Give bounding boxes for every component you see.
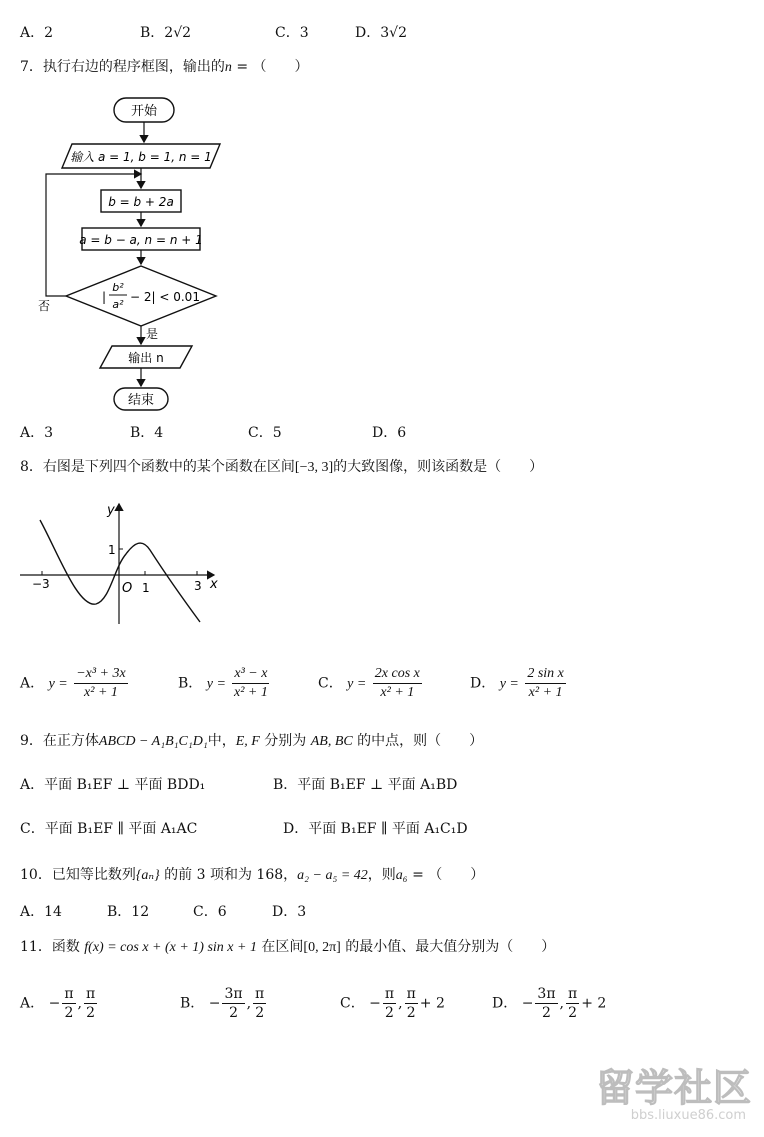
flowchart-end-label: 结束	[127, 393, 155, 408]
q7-stem	[20, 56, 309, 76]
question-number: 9．	[20, 733, 43, 749]
question-text-post: ，则	[367, 867, 396, 883]
fraction-numerator: π	[384, 986, 395, 1002]
question-tail: 的中点，则（ ）	[357, 733, 484, 749]
option-value: 14	[44, 904, 62, 920]
option-letter: B．	[273, 777, 298, 793]
question-text: 右图是下列四个函数中的某个函数在区间	[42, 459, 295, 475]
q11-option-b: B． − $\frac{3\pi}{2}$ , $\frac{\pi}{2}$	[180, 986, 265, 1021]
flowchart-cond-numerator: b²	[112, 281, 124, 294]
watermark	[596, 1068, 752, 1123]
option-fraction-max	[84, 986, 97, 1021]
question-condition: a₂ − a₅ = 42	[297, 868, 368, 883]
option-value: 3	[299, 25, 309, 41]
option-value: 3	[44, 425, 54, 441]
option-letter: D．	[283, 821, 309, 837]
option-letter: C．	[318, 675, 343, 692]
minus-sign: −	[521, 995, 534, 1012]
flowchart-no-label: 否	[38, 299, 51, 313]
option-extra: + 2	[581, 995, 607, 1012]
option-letter: A．	[20, 25, 45, 41]
watermark-logo: 留学社区	[596, 1066, 753, 1110]
option-fraction	[74, 666, 128, 701]
option-fraction-min	[383, 986, 396, 1021]
option-letter: B．	[180, 995, 205, 1012]
q11-option-a: A． − $\frac{\pi}{2}$ , $\frac{\pi}{2}$	[20, 986, 96, 1021]
option-fraction	[525, 666, 566, 701]
q10-option-b	[107, 901, 149, 921]
question-tail: = （ ）	[407, 867, 485, 883]
option-letter: B．	[178, 675, 203, 692]
q11-option-d: D． − $\frac{3\pi}{2}$ , $\frac{\pi}{2}$ + 2	[492, 986, 607, 1021]
question-edges: AB, BC	[310, 734, 353, 749]
q8-option-c	[318, 666, 424, 701]
fraction-numerator: π	[85, 986, 96, 1002]
option-letter: A．	[20, 904, 45, 920]
question-number: 8．	[20, 459, 43, 475]
question-number: 7．	[20, 59, 43, 75]
minus-sign: −	[48, 995, 61, 1012]
fraction-denominator: 2	[86, 1005, 96, 1021]
question-text: 已知等比数列	[51, 867, 136, 883]
flowchart-start-label: 开始	[130, 104, 158, 119]
fraction-numerator: 2x cos x	[373, 666, 422, 684]
q9-option-b	[273, 774, 457, 794]
question-text-mid: 在区间	[261, 939, 304, 955]
question-number: 10．	[20, 867, 52, 883]
x-axis-label: x	[210, 577, 218, 592]
q10-stem	[20, 864, 484, 884]
option-value: 6	[397, 425, 407, 441]
fraction-denominator: x² + 1	[233, 685, 268, 700]
question-number: 11．	[20, 939, 52, 955]
fraction-denominator: 2	[255, 1005, 265, 1021]
option-letter: A．	[20, 675, 45, 692]
q6-option-b	[140, 22, 191, 42]
function-curve	[40, 520, 200, 622]
tick-y1: 1	[108, 543, 116, 557]
question-text: 在正方体	[42, 733, 99, 749]
option-letter: C．	[248, 425, 273, 441]
option-value: 2	[44, 25, 54, 41]
fraction-denominator: 2	[542, 1005, 551, 1021]
option-lhs: y =	[499, 676, 519, 692]
question-tail: = （ ）	[231, 59, 309, 75]
watermark-url: bbs.liuxue86.com	[630, 1108, 747, 1123]
option-letter: B．	[130, 425, 155, 441]
question-text-post: 分别为	[264, 733, 307, 749]
q7-option-c	[248, 422, 282, 442]
fraction-denominator: 2	[406, 1005, 416, 1021]
q7-flowchart	[30, 90, 250, 415]
option-letter: D．	[272, 904, 298, 920]
option-value: 12	[131, 904, 150, 920]
option-value: 6	[217, 904, 227, 920]
option-value: 3	[297, 904, 307, 920]
flowchart-input-label: 输入 a = 1, b = 1, n = 1	[70, 150, 212, 164]
option-value: 3√2	[380, 25, 407, 41]
question-sequence: {aₙ}	[135, 868, 160, 883]
flowchart-step-b-label: b = b + 2a	[108, 195, 174, 209]
q11-option-c: C． − $\frac{\pi}{2}$ , $\frac{\pi}{2}$ + 2	[340, 986, 445, 1021]
question-tail: 的最小值、最大值分别为（ ）	[345, 939, 556, 955]
option-text: 平面 B₁EF ⊥ 平面 BDD₁	[44, 777, 206, 793]
q7-option-a	[20, 422, 53, 442]
option-letter: D．	[355, 25, 381, 41]
q8-option-b	[178, 666, 271, 701]
option-letter: A．	[20, 995, 45, 1012]
fraction-numerator: π	[567, 986, 578, 1002]
question-text-mid: 的前 3 项和为 168，	[164, 867, 298, 883]
fraction-denominator: x² + 1	[380, 685, 415, 700]
option-fraction-min	[62, 986, 75, 1021]
q6-option-c	[275, 22, 309, 42]
option-text: 平面 B₁EF ∥ 平面 A₁AC	[44, 821, 198, 837]
flowchart-cond-rest: − 2| < 0.01	[130, 290, 200, 304]
option-letter: B．	[140, 25, 165, 41]
q10-option-c	[193, 901, 227, 921]
origin-label: O	[122, 581, 133, 596]
option-fraction	[232, 666, 269, 701]
q9-stem	[20, 730, 483, 750]
q7-option-d	[372, 422, 406, 442]
q8-graph	[18, 498, 228, 628]
option-letter: D．	[470, 675, 496, 692]
option-fraction-max	[566, 986, 579, 1021]
question-points: E, F	[235, 734, 260, 749]
q6-option-a	[20, 22, 53, 42]
option-fraction-max	[405, 986, 418, 1021]
tick-3: 3	[194, 579, 202, 593]
question-text-mid: 中，	[207, 733, 236, 749]
q6-option-d	[355, 22, 407, 42]
option-fraction-min	[222, 986, 244, 1021]
option-letter: C．	[340, 995, 365, 1012]
fraction-numerator: −x³ + 3x	[74, 666, 128, 684]
tick-neg3: −3	[32, 577, 50, 591]
option-letter: C．	[275, 25, 300, 41]
fraction-denominator: 2	[64, 1005, 74, 1021]
fraction-denominator: x² + 1	[528, 685, 563, 700]
option-value: 2√2	[164, 25, 192, 41]
q8-option-a	[20, 666, 130, 701]
fraction-numerator: 3π	[224, 986, 243, 1002]
option-letter: C．	[193, 904, 218, 920]
option-letter: A．	[20, 425, 45, 441]
fraction-numerator: 2 sin x	[525, 666, 566, 684]
q7-option-b	[130, 422, 163, 442]
option-value: 4	[154, 425, 164, 441]
option-value: 5	[272, 425, 282, 441]
fraction-denominator: x² + 1	[84, 685, 118, 700]
question-interval: [0, 2π]	[303, 940, 341, 955]
question-tail: 的大致图像，则该函数是（ ）	[333, 459, 544, 475]
question-interval: [−3, 3]	[294, 460, 334, 475]
option-fraction-min	[535, 986, 557, 1021]
option-lhs: y =	[206, 676, 226, 692]
option-fraction	[373, 666, 422, 701]
flowchart-yes-label: 是	[146, 327, 159, 341]
q9-option-a	[20, 774, 205, 794]
option-extra: + 2	[419, 995, 445, 1012]
option-letter: A．	[20, 777, 45, 793]
flowchart-cond-denominator: a²	[112, 298, 124, 311]
tick-1: 1	[142, 581, 150, 595]
option-letter: B．	[107, 904, 132, 920]
question-solid: ABCD − A₁B₁C₁D₁	[98, 734, 208, 749]
question-function: f(x) = cos x + (x + 1) sin x + 1	[84, 940, 257, 955]
y-axis-label: y	[107, 503, 115, 518]
question-text: 执行右边的程序框图，输出的	[42, 59, 225, 75]
flowchart-output-label: 输出 n	[128, 351, 164, 365]
fraction-numerator: π	[255, 986, 265, 1002]
q8-option-d	[470, 666, 568, 701]
flowchart-cond-bar: |	[102, 290, 107, 304]
q8-stem	[20, 456, 543, 476]
option-lhs: y =	[347, 676, 367, 692]
fraction-numerator: π	[64, 986, 74, 1002]
option-text: 平面 B₁EF ⊥ 平面 A₁BD	[297, 777, 458, 793]
minus-sign: −	[369, 995, 381, 1012]
fraction-numerator: x³ − x	[232, 666, 269, 684]
q10-option-d	[272, 901, 306, 921]
question-target: a₆	[395, 868, 408, 883]
question-text: 函数	[51, 939, 80, 955]
option-lhs: y =	[48, 676, 68, 692]
option-text: 平面 B₁EF ∥ 平面 A₁C₁D	[308, 821, 468, 837]
fraction-denominator: 2	[385, 1005, 394, 1021]
fraction-numerator: π	[406, 986, 416, 1002]
option-letter: C．	[20, 821, 45, 837]
q11-stem	[20, 936, 555, 956]
flowchart-step-a-n-label: a = b − a, n = n + 1	[79, 233, 203, 247]
option-fraction-max	[253, 986, 266, 1021]
option-letter: D．	[492, 995, 518, 1012]
q10-option-a	[20, 901, 62, 921]
q9-option-d	[283, 818, 468, 838]
minus-sign: −	[208, 995, 221, 1012]
fraction-denominator: 2	[568, 1005, 578, 1021]
fraction-numerator: 3π	[537, 986, 556, 1002]
option-letter: D．	[372, 425, 398, 441]
question-variable: n	[224, 60, 232, 75]
fraction-denominator: 2	[229, 1005, 238, 1021]
q9-option-c	[20, 818, 197, 838]
